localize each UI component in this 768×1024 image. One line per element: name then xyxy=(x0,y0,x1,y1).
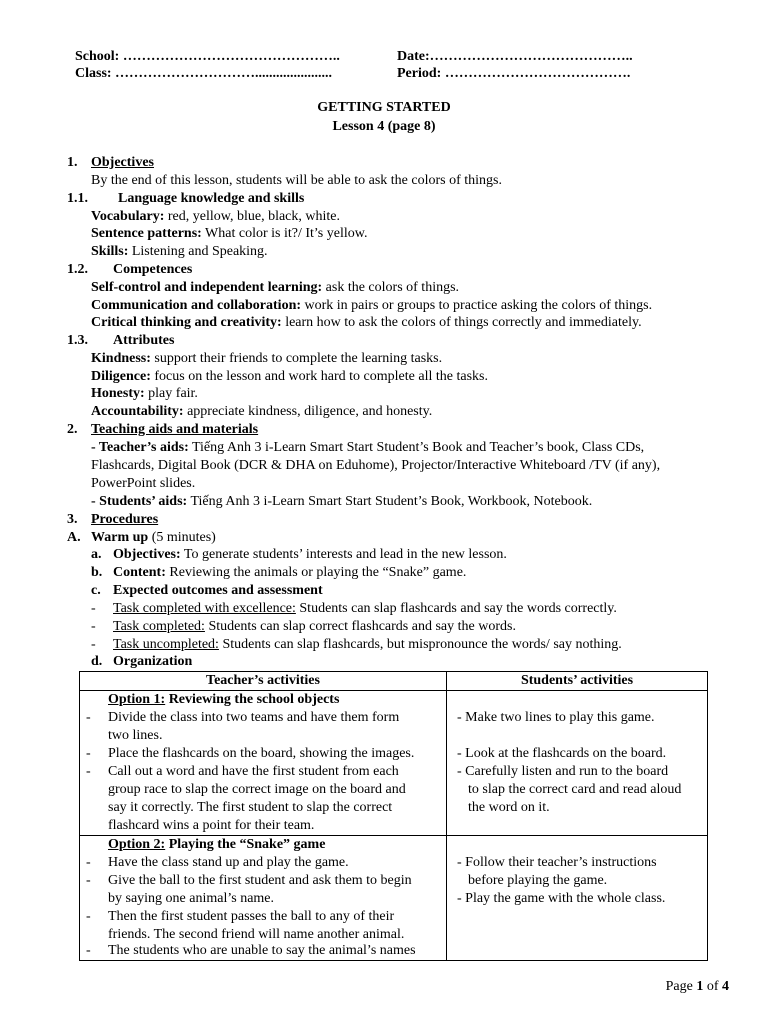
item-a-letter: a. xyxy=(91,547,102,562)
lesson-subtitle: Lesson 4 (page 8) xyxy=(332,119,436,134)
section-1-2-title: Competences xyxy=(113,262,193,277)
outcome-uncompleted: Task uncompleted: Students can slap flashcards, but mispronounce the words/ say nothing. xyxy=(113,637,622,652)
list-dash: - xyxy=(86,943,91,958)
teachers-activities-header: Teacher’s activities xyxy=(80,672,447,691)
outcome-completed: Task completed: Students can slap correct flashcards and say the words. xyxy=(113,619,516,634)
list-dash: - xyxy=(86,710,91,725)
warmup-objectives: Objectives: To generate students’ interests and lead in the new lesson. xyxy=(113,547,507,562)
list-item: Have the class stand up and play the game. xyxy=(108,855,349,870)
class-field: Class: …………………………...................... xyxy=(75,66,333,81)
teachers-aids-line-3: PowerPoint slides. xyxy=(91,476,196,491)
section-2-title: Teaching aids and materials xyxy=(91,422,259,437)
list-item: Call out a word and have the first student from each xyxy=(108,764,399,779)
list-dash: - xyxy=(86,764,91,779)
list-item: to slap the correct card and read aloud xyxy=(468,782,682,797)
warmup-letter: A. xyxy=(67,530,81,545)
list-dash: - xyxy=(86,873,91,888)
list-item: - Look at the flashcards on the board. xyxy=(457,746,667,761)
section-1-3-title: Attributes xyxy=(113,333,175,348)
activities-table xyxy=(79,671,708,961)
section-3-title: Procedures xyxy=(91,512,159,527)
vocabulary-line: Vocabulary: red, yellow, blue, black, white. xyxy=(91,209,340,224)
section-1-1-title: Language knowledge and skills xyxy=(118,191,305,206)
sentence-patterns-line: Sentence patterns: What color is it?/ It’s yellow. xyxy=(91,226,368,241)
list-item: Divide the class into two teams and have them form xyxy=(108,710,400,725)
option-2-teacher-cell xyxy=(80,836,447,961)
expected-outcomes-heading: Expected outcomes and assessment xyxy=(113,583,323,598)
page-number: Page 1 of 4 xyxy=(665,979,729,994)
list-item: - Carefully listen and run to the board xyxy=(457,764,669,779)
list-dash: - xyxy=(86,855,91,870)
option-1-teacher-cell xyxy=(80,691,447,836)
list-item: two lines. xyxy=(108,728,163,743)
list-item: flashcard wins a point for their team. xyxy=(108,818,315,833)
item-b-letter: b. xyxy=(91,565,103,580)
outcome-excellence: Task completed with excellence: Students can slap flashcards and say the words correctly. xyxy=(113,601,617,616)
list-item: friends. The second friend will name another animal. xyxy=(108,927,405,942)
outcome-dash: - xyxy=(91,619,96,634)
list-item: Then the first student passes the ball to any of their xyxy=(108,909,395,924)
period-field: Period: …………………………………. xyxy=(397,66,631,81)
attribute-kindness: Kindness: support their friends to complete the learning tasks. xyxy=(91,351,443,366)
list-item: the word on it. xyxy=(468,800,550,815)
attribute-honesty: Honesty: play fair. xyxy=(91,386,198,401)
skills-line: Skills: Listening and Speaking. xyxy=(91,244,268,259)
list-item: - Follow their teacher’s instructions xyxy=(457,855,657,870)
list-item: Give the ball to the first student and ask them to begin xyxy=(108,873,412,888)
list-dash: - xyxy=(86,746,91,761)
list-item: say it correctly. The first student to slap the correct xyxy=(108,800,393,815)
list-item: before playing the game. xyxy=(468,873,608,888)
section-3-number: 3. xyxy=(67,512,78,527)
list-item: - Play the game with the whole class. xyxy=(457,891,666,906)
section-1-title: Objectives xyxy=(91,155,154,170)
students-activities-header: Students’ activities xyxy=(447,672,708,691)
teachers-aids-line-2: Flashcards, Digital Book (DCR & DHA on Eduhome), Projector/Interactive Whiteboard /TV (if any), xyxy=(91,458,661,473)
section-1-2-number: 1.2. xyxy=(67,262,88,277)
competence-3: Critical thinking and creativity: learn how to ask the colors of things correctly and immediately. xyxy=(91,315,642,330)
students-aids-line: - Students’ aids: Tiếng Anh 3 i-Learn Smart Start Student’s Book, Workbook, Notebook. xyxy=(91,494,593,509)
section-2-number: 2. xyxy=(67,422,78,437)
section-1-1-number: 1.1. xyxy=(67,191,88,206)
table-row xyxy=(80,691,708,836)
table-row xyxy=(80,836,708,961)
item-c-letter: c. xyxy=(91,583,101,598)
section-1-number: 1. xyxy=(67,155,78,170)
item-d-letter: d. xyxy=(91,654,103,669)
section-1-3-number: 1.3. xyxy=(67,333,88,348)
list-item: by saying one animal’s name. xyxy=(108,891,275,906)
list-item: Place the flashcards on the board, showing the images. xyxy=(108,746,415,761)
list-item: - Make two lines to play this game. xyxy=(457,710,655,725)
table-header-row xyxy=(80,672,708,691)
school-field: School: ……………………………………….. xyxy=(75,49,340,64)
list-item: group race to slap the correct image on the board and xyxy=(108,782,406,797)
option-2-heading: Option 2: Playing the “Snake” game xyxy=(108,837,326,852)
organization-heading: Organization xyxy=(113,654,193,669)
list-item: The students who are unable to say the animal’s names xyxy=(108,943,416,958)
competence-2: Communication and collaboration: work in pairs or groups to practice asking the colors of things. xyxy=(91,298,653,313)
warmup-content: Content: Reviewing the animals or playing the “Snake” game. xyxy=(113,565,467,580)
lesson-title: GETTING STARTED xyxy=(317,100,451,115)
option-2-student-cell xyxy=(447,836,708,961)
attribute-accountability: Accountability: appreciate kindness, diligence, and honesty. xyxy=(91,404,433,419)
option-1-heading: Option 1: Reviewing the school objects xyxy=(108,692,340,707)
attribute-diligence: Diligence: focus on the lesson and work hard to complete all the tasks. xyxy=(91,369,488,384)
teachers-aids-line-1: - Teacher’s aids: Tiếng Anh 3 i-Learn Smart Start Student’s Book and Teacher’s book, Class CDs, xyxy=(91,440,645,455)
outcome-dash: - xyxy=(91,601,96,616)
warmup-heading: Warm up (5 minutes) xyxy=(91,530,216,545)
option-1-student-cell xyxy=(447,691,708,836)
date-field: Date:…………………………………….. xyxy=(397,49,633,64)
objectives-intro: By the end of this lesson, students will be able to ask the colors of things. xyxy=(91,173,503,188)
competence-1: Self-control and independent learning: ask the colors of things. xyxy=(91,280,460,295)
outcome-dash: - xyxy=(91,637,96,652)
list-dash: - xyxy=(86,909,91,924)
